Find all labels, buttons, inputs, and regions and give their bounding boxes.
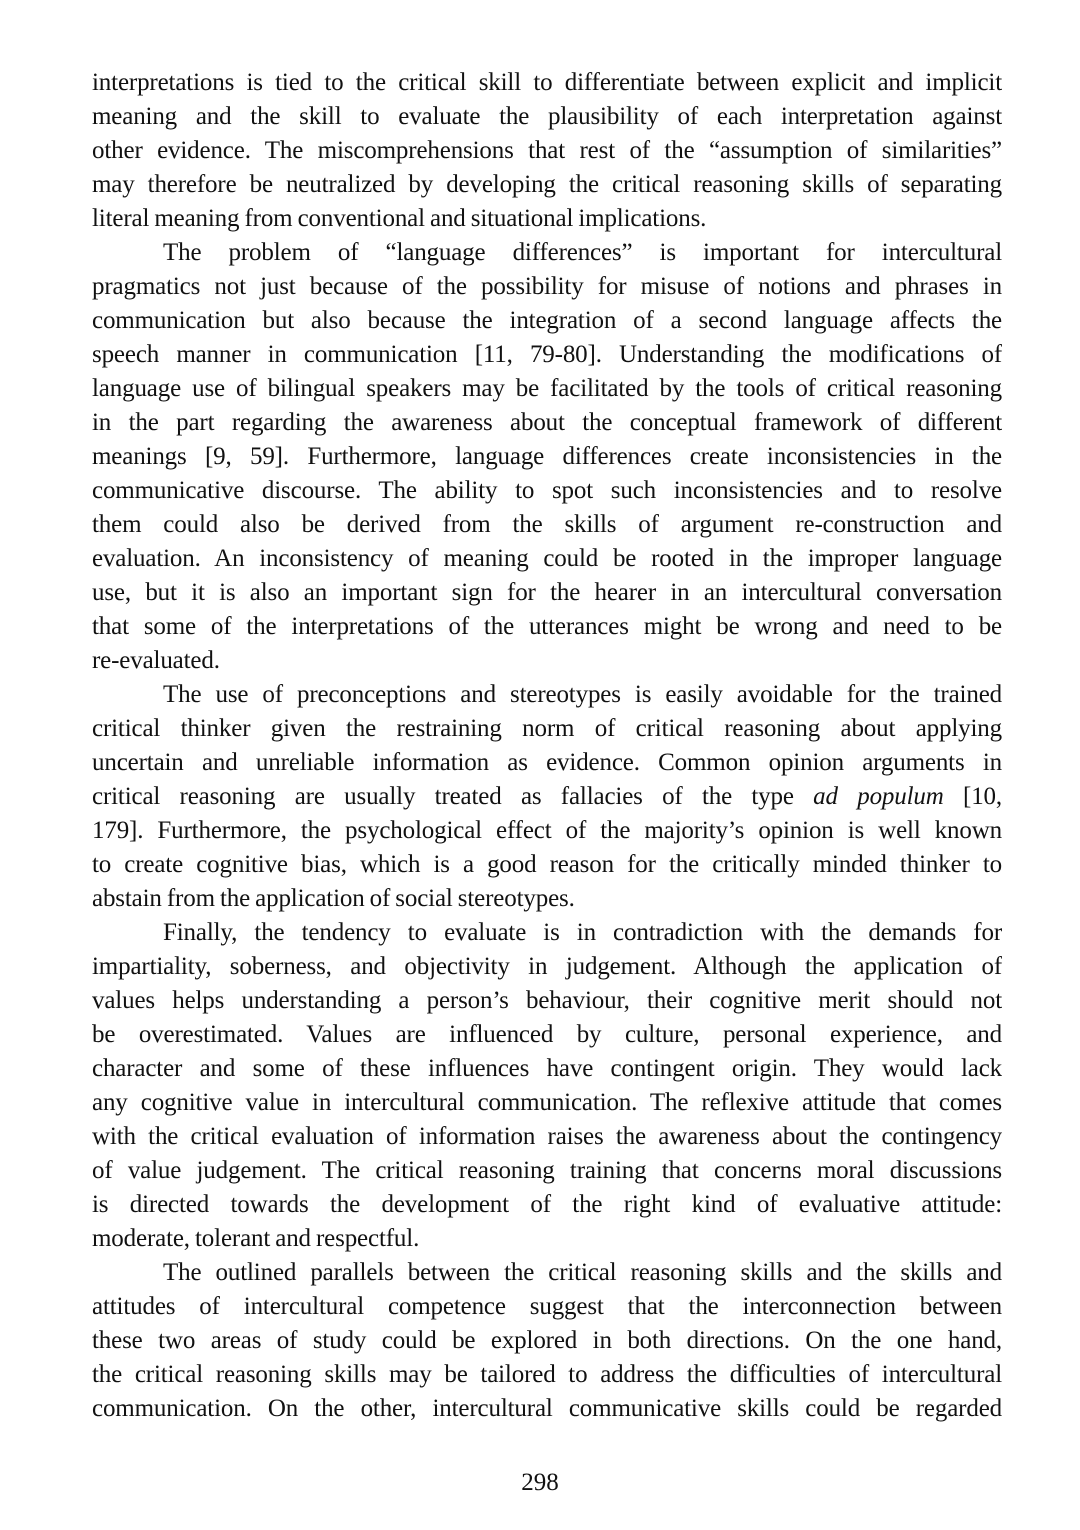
text-line: meanings [9, 59]. Furthermore, language differences create inconsistencies in the	[92, 443, 1002, 470]
text-line: communicative discourse. The ability to spot such inconsistencies and to resolve	[92, 477, 1002, 504]
text-line: with the critical evaluation of information raises the awareness about the contingency	[92, 1123, 1002, 1150]
text-line: language use of bilingual speakers may be facilitated by the tools of critical reasoning	[92, 375, 1002, 402]
text-line: pragmatics not just because of the possibility for misuse of notions and phrases in	[92, 273, 1002, 300]
text-line: other evidence. The miscomprehensions that rest of the “assumption of similarities”	[92, 137, 1002, 164]
paragraph	[92, 916, 1002, 1256]
text-line: The use of preconceptions and stereotypes is easily avoidable for the trained	[163, 681, 1002, 708]
text-line: communication. On the other, intercultural communicative skills could be regarded	[92, 1395, 1002, 1422]
text-line: speech manner in communication [11, 79-80]. Understanding the modifications of	[92, 341, 1002, 368]
paragraph	[92, 236, 1002, 678]
text-line: in the part regarding the awareness about the conceptual framework of different	[92, 409, 1002, 436]
text-line: Finally, the tendency to evaluate is in contradiction with the demands for	[163, 919, 1002, 946]
text-line: The outlined parallels between the critical reasoning skills and the skills and	[163, 1259, 1002, 1286]
text-line	[92, 780, 1002, 814]
text-line: values helps understanding a person’s behaviour, their cognitive merit should not	[92, 987, 1002, 1014]
text-line: uncertain and unreliable information as evidence. Common opinion arguments in	[92, 749, 1002, 776]
page-number: 298	[521, 1469, 559, 1496]
text-line: be overestimated. Values are influenced by culture, personal experience, and	[92, 1021, 1002, 1048]
paragraph	[92, 678, 1002, 916]
text-line: is directed towards the development of the right kind of evaluative attitude:	[92, 1191, 1002, 1218]
text-line: critical thinker given the restraining norm of critical reasoning about applying	[92, 715, 1002, 742]
text-line: that some of the interpretations of the utterances might be wrong and need to be	[92, 613, 1002, 640]
text-line: these two areas of study could be explored in both directions. On the one hand,	[92, 1327, 1002, 1354]
text-line: 179]. Furthermore, the psychological effect of the majority’s opinion is well known	[92, 817, 1002, 844]
text-line: the critical reasoning skills may be tailored to address the difficulties of intercultural	[92, 1361, 1002, 1388]
text-line: of value judgement. The critical reasoning training that concerns moral discussions	[92, 1157, 1002, 1184]
italic-term: ad populum	[813, 783, 944, 810]
text-line: interpretations is tied to the critical skill to differentiate between explicit and implicit	[92, 69, 1002, 96]
text-line: to create cognitive bias, which is a good reason for the critically minded thinker to	[92, 851, 1002, 878]
text-span: critical reasoning are usually treated as fallacies of the type	[92, 783, 814, 810]
text-span: [10,	[943, 783, 1002, 810]
text-line: communication but also because the integration of a second language affects the	[92, 307, 1002, 334]
body-text	[92, 66, 1002, 1426]
paragraph	[92, 1256, 1002, 1426]
text-line: meaning and the skill to evaluate the plausibility of each interpretation against	[92, 103, 1002, 130]
text-line: The problem of “language differences” is important for intercultural	[163, 239, 1002, 266]
text-line: may therefore be neutralized by developing the critical reasoning skills of separating	[92, 171, 1002, 198]
text-line: attitudes of intercultural competence suggest that the interconnection between	[92, 1293, 1002, 1320]
text-line: evaluation. An inconsistency of meaning could be rooted in the improper language	[92, 545, 1002, 572]
text-line: impartiality, soberness, and objectivity in judgement. Although the application of	[92, 953, 1002, 980]
text-line: moderate, tolerant and respectful.	[92, 1225, 420, 1252]
text-line: abstain from the application of social stereotypes.	[92, 885, 575, 912]
text-line: character and some of these influences have contingent origin. They would lack	[92, 1055, 1002, 1082]
text-line: literal meaning from conventional and situational implications.	[92, 205, 707, 232]
paragraph	[92, 66, 1002, 236]
text-line: any cognitive value in intercultural communication. The reflexive attitude that comes	[92, 1089, 1002, 1116]
text-line: them could also be derived from the skills of argument re-construction and	[92, 511, 1002, 538]
text-line: re-evaluated.	[92, 647, 220, 674]
text-line: use, but it is also an important sign for the hearer in an intercultural conversation	[92, 579, 1002, 606]
